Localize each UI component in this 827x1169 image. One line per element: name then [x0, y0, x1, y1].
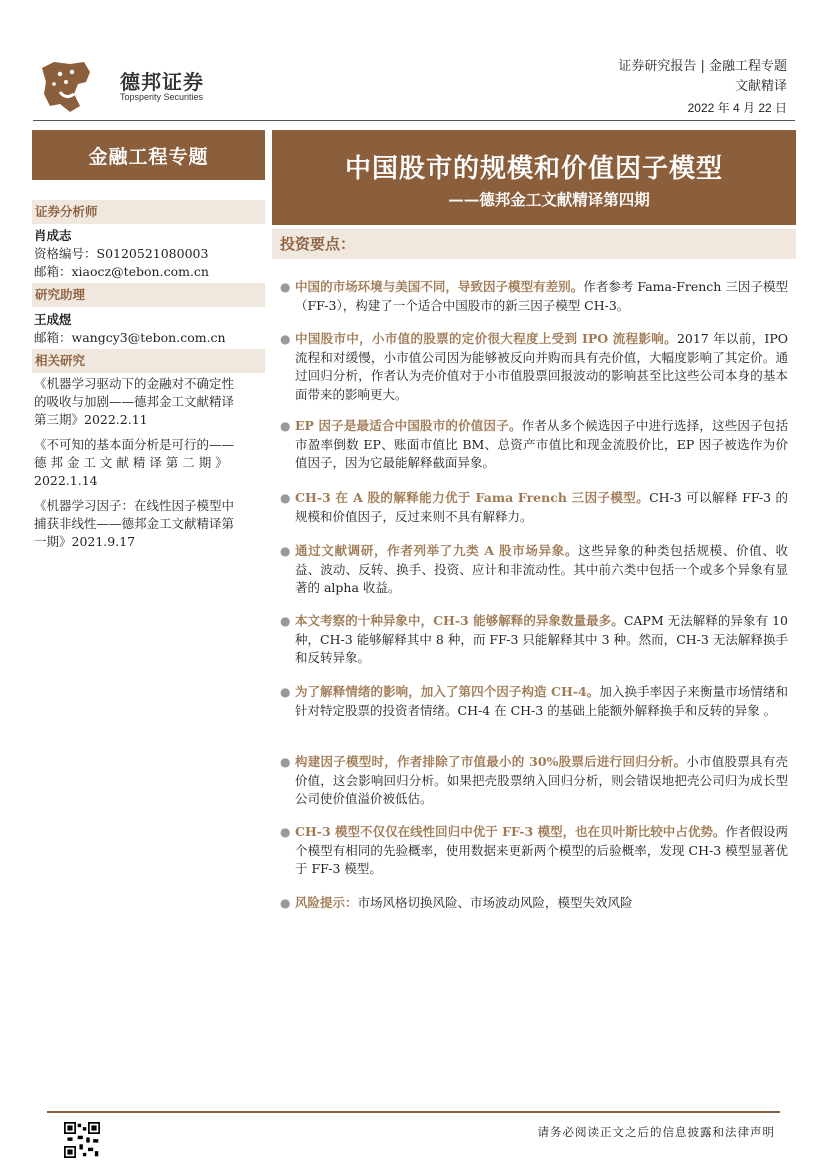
bullet-item — [280, 612, 788, 668]
brand-name: 德邦证券 — [120, 70, 204, 94]
bullet-highlight: 通过文献调研，作者列举了九类 A 股市场异象。 — [295, 543, 579, 558]
related-line: 《机器学习因子：在线性因子模型中 — [34, 498, 235, 513]
bullet-dot-icon: ● — [280, 544, 291, 558]
report-date: 2022 年 4 月 22 日 — [687, 101, 787, 115]
bullet-dot-icon: ● — [280, 280, 291, 294]
page-title: 中国股市的规模和价值因子模型 — [344, 154, 723, 184]
assistant-email[interactable]: 邮箱：wangcy3@tebon.com.cn — [34, 330, 226, 345]
bullet-item — [280, 330, 788, 404]
bullet-item — [280, 894, 788, 913]
bullet-dot-icon: ● — [280, 896, 291, 910]
footer-disclaimer: 请务必阅读正文之后的信息披露和法律声明 — [537, 1125, 775, 1139]
bullet-highlight: 中国的市场环境与美国不同，导致因子模型有差别。 — [295, 279, 584, 294]
bullet-dot-icon: ● — [280, 419, 291, 433]
bullet-text: 2017 年以前，IPO 流程和对缓慢，小市值公司因为能够被反向并购而具有壳价值，大幅度影响了其定价。通过回归分析，作者认为壳价值对于小市值股票回报波动的影响甚至比这些公司本身的基本面带来的影响更大。 — [295, 331, 788, 402]
bullet-highlight: 构建因子模型时，作者排除了市值最小的 30%股票后进行回归分析。 — [295, 754, 687, 769]
topic-banner: 金融工程专题 — [32, 130, 265, 180]
related-line: 一期》2021.9.17 — [34, 534, 136, 549]
related-line: 第三期》2022.2.11 — [34, 412, 148, 427]
page-subtitle: ——德邦金工文献精译第四期 — [448, 190, 650, 209]
related-report[interactable] — [34, 436, 262, 490]
bullet-item — [280, 417, 788, 473]
analyst-section-head: 证券分析师 — [32, 200, 265, 224]
bullet-highlight: 中国股市中，小市值的股票的定价很大程度上受到 IPO 流程影响。 — [295, 331, 677, 346]
bullet-text: CH-3 可以解释 FF-3 的规模和价值因子，反过来则不具有解释力。 — [295, 490, 788, 524]
bullet-item — [280, 753, 788, 809]
bullet-dot-icon: ● — [280, 614, 291, 628]
related-line: 的吸收与加剧——德邦金工文献精译 — [34, 394, 235, 409]
bullet-dot-icon: ● — [280, 755, 291, 769]
footer-divider — [47, 1111, 780, 1113]
bullet-highlight: 为了解释情绪的影响，加入了第四个因子构造 CH-4。 — [295, 684, 600, 699]
bullet-dot-icon: ● — [280, 332, 291, 346]
bullet-highlight: EP 因子是最适合中国股市的价值因子。 — [295, 418, 522, 433]
analyst-cert: 资格编号：S0120521080003 — [34, 246, 209, 261]
related-section-head: 相关研究 — [32, 349, 265, 373]
related-line: 捕获非线性——德邦金工文献精译第 — [34, 516, 235, 531]
bullet-highlight: CH-3 在 A 股的解释能力优于 Fama French 三因子模型。 — [295, 490, 650, 505]
tiger-logo-icon — [40, 60, 92, 114]
bullet-text: 小市值股票具有壳价值，这会影响回归分析。如果把壳股票纳入回归分析，则会错误地把壳公司归为成长型公司使价值溢价被低估。 — [295, 754, 788, 806]
report-subtype: 文献精译 — [734, 79, 787, 94]
risk-label: 风险提示： — [295, 895, 358, 910]
related-report[interactable] — [34, 497, 262, 551]
bullet-item — [280, 278, 788, 315]
bullet-text: 作者参考 Fama-French 三因子模型（FF-3），构建了一个适合中国股市的新三因子模型 CH-3。 — [295, 279, 788, 313]
bullet-highlight: CH-3 模型不仅仅在线性回归中优于 FF-3 模型，也在贝叶斯比较中占优势。 — [295, 824, 726, 839]
bullet-item — [280, 683, 788, 720]
analyst-email[interactable]: 邮箱：xiaocz@tebon.com.cn — [34, 264, 209, 279]
title-block — [272, 130, 796, 225]
related-report[interactable] — [34, 375, 262, 429]
risk-text: 市场风格切换风险、市场波动风险，模型失效风险 — [357, 895, 633, 910]
related-line: 《机器学习驱动下的金融对不确定性 — [34, 376, 235, 391]
related-line: 《不可知的基本面分析是可行的—— — [34, 437, 235, 452]
bullet-dot-icon: ● — [280, 685, 291, 699]
bullet-dot-icon: ● — [280, 825, 291, 839]
bullet-item — [280, 489, 788, 526]
bullet-highlight: 本文考察的十种异象中，CH-3 能够解释的异象数量最多。 — [295, 613, 624, 628]
brand-name-en: Topsperity Securities — [120, 92, 204, 102]
bullet-text: CAPM 无法解释的异象有 10 种，CH-3 能够解释其中 8 种，而 FF-3 只能解释其中 3 种。然而，CH-3 无法解释换手和反转异象。 — [295, 613, 789, 665]
points-heading: 投资要点： — [272, 229, 796, 259]
bullet-text: 加入换手率因子来衡量市场情绪和针对特定股票的投资者情绪。CH-4 在 CH-3 的基础上能额外解释换手和反转的异象 。 — [295, 684, 788, 718]
related-line: 2022.1.14 — [34, 473, 98, 488]
bullet-text: 作者从多个候选因子中进行选择，这些因子包括市盈率倒数 EP、账面市值比 BM、总资产市值比和现金流股价比，EP 因子被选作为价值因子，因为它最能解释截面异象。 — [295, 418, 788, 470]
qr-code-icon[interactable] — [64, 1122, 100, 1158]
header-divider — [33, 120, 795, 121]
bullet-text: 作者假设两个模型有相同的先验概率，使用数据来更新两个模型的后验概率，发现 CH-3 模型显著优于 FF-3 模型。 — [295, 824, 788, 876]
bullet-item — [280, 542, 788, 598]
bullet-item — [280, 823, 788, 879]
assistant-section-head: 研究助理 — [32, 283, 265, 307]
bullet-text: 这些异象的种类包括规模、价值、收益、波动、反转、换手、投资、应计和非流动性。其中前六类中包括一个或多个异象有显著的 alpha 收益。 — [295, 543, 788, 595]
report-type: 证券研究报告 | 金融工程专题 — [618, 59, 787, 74]
related-line: 德 邦 金 工 文 献 精 译 第 二 期 》 — [34, 455, 228, 470]
analyst-name: 肖成志 — [34, 228, 72, 243]
bullet-dot-icon: ● — [280, 491, 291, 505]
assistant-name: 王成煜 — [34, 312, 72, 327]
